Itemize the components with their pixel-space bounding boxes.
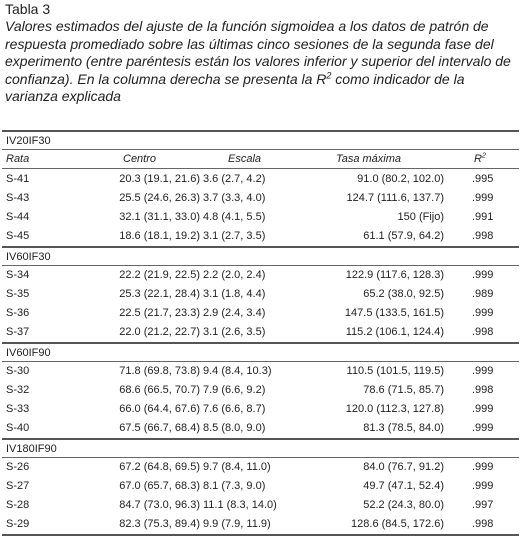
cell-rata: S-40 xyxy=(6,422,30,434)
group-label: IV60IF30 xyxy=(6,251,51,263)
cell-r2: .999 xyxy=(472,307,494,319)
caption-text: Valores estimados del ajuste de la función sigmoidea a los datos de patrón de respuesta promediado sobre las últimas cinco sesiones de la segunda fase del experimento (entre paréntesis están los valores inferior y superior del intervalo de confianza). En la columna derecha se presenta la R xyxy=(5,18,511,87)
header-tasa: Tasa máxima xyxy=(336,153,402,165)
cell-tasa: 120.0 (112.3, 127.8) xyxy=(345,403,444,415)
cell-tasa: 91.0 (80.2, 102.0) xyxy=(357,173,444,185)
cell-rata: S-29 xyxy=(6,518,30,530)
table-row xyxy=(0,227,521,246)
cell-tasa: 61.1 (57.9, 64.2) xyxy=(363,230,444,242)
group-label: IV20IF30 xyxy=(6,135,51,147)
table-row xyxy=(0,304,521,323)
cell-tasa: 65.2 (38.0, 92.5) xyxy=(363,288,444,300)
header-r2-superscript: 2 xyxy=(481,152,486,160)
cell-escala: 11.1 (8.3, 14.0) xyxy=(203,499,277,511)
cell-centro: 66.0 (64.4, 67.6) xyxy=(119,403,200,415)
cell-centro: 32.1 (31.1, 33.0) xyxy=(119,211,200,223)
group-label: IV60IF90 xyxy=(6,347,51,359)
cell-r2: .999 xyxy=(472,365,494,377)
table-row xyxy=(0,515,521,534)
cell-r2: .998 xyxy=(472,384,494,396)
cell-centro: 68.6 (66.5, 70.7) xyxy=(119,384,200,396)
cell-centro: 22.5 (21.7, 23.3) xyxy=(119,307,200,319)
cell-tasa: 122.9 (117.6, 128.3) xyxy=(345,269,444,281)
header-r2: $R^2$ xyxy=(474,152,486,165)
table-row xyxy=(0,170,521,189)
cell-tasa: 128.6 (84.5, 172.6) xyxy=(351,518,444,530)
cell-centro: 25.3 (22.1, 28.4) xyxy=(119,288,200,300)
table-row xyxy=(0,285,521,304)
table-caption xyxy=(5,18,517,106)
cell-r2: .991 xyxy=(472,211,494,223)
cell-r2: .999 xyxy=(472,192,494,204)
cell-tasa: 115.2 (106.1, 124.4) xyxy=(345,326,444,338)
cell-rata: S-26 xyxy=(6,461,30,473)
cell-centro: 20.3 (19.1, 21.6) xyxy=(119,173,200,185)
cell-escala: 4.8 (4.1, 5.5) xyxy=(203,211,266,223)
cell-centro: 22.0 (21.2, 22.7) xyxy=(119,326,200,338)
table-row xyxy=(0,477,521,496)
cell-rata: S-44 xyxy=(6,211,30,223)
cell-r2: .998 xyxy=(472,518,494,530)
cell-escala: 3.1 (2.7, 3.5) xyxy=(203,230,266,242)
header-escala: Escala xyxy=(228,153,262,165)
cell-escala: 3.1 (2.6, 3.5) xyxy=(203,326,266,338)
cell-rata: S-35 xyxy=(6,288,30,300)
cell-escala: 2.2 (2.0, 2.4) xyxy=(203,269,266,281)
group-label: IV180IF90 xyxy=(6,443,57,455)
cell-centro: 18.6 (18.1, 19.2) xyxy=(119,230,200,242)
cell-tasa: 150 (Fijo) xyxy=(397,211,444,223)
table-row xyxy=(0,208,521,227)
header-bottom-rule xyxy=(2,168,519,169)
cell-rata: S-41 xyxy=(6,173,30,185)
table-row xyxy=(0,400,521,419)
caption-superscript: 2 xyxy=(326,70,332,81)
table-row xyxy=(0,189,521,208)
cell-rata: S-28 xyxy=(6,499,30,511)
table-row xyxy=(0,419,521,438)
table-title: Tabla 3 xyxy=(5,1,51,17)
cell-escala: 8.1 (7.3, 9.0) xyxy=(203,480,266,492)
table-row xyxy=(0,381,521,400)
cell-escala: 3.6 (2.7, 4.2) xyxy=(203,173,266,185)
cell-escala: 7.6 (6.6, 8.7) xyxy=(203,403,266,415)
cell-escala: 3.7 (3.3, 4.0) xyxy=(203,192,266,204)
table-row xyxy=(0,323,521,342)
cell-rata: S-37 xyxy=(6,326,30,338)
cell-r2: .998 xyxy=(472,230,494,242)
cell-rata: S-27 xyxy=(6,480,30,492)
cell-r2: .995 xyxy=(472,173,494,185)
cell-escala: 9.9 (7.9, 11.9) xyxy=(203,518,271,530)
cell-centro: 67.5 (66.7, 68.4) xyxy=(119,422,200,434)
cell-tasa: 124.7 (111.6, 137.7) xyxy=(346,192,444,204)
cell-r2: .999 xyxy=(472,480,494,492)
header-centro: Centro xyxy=(123,153,157,165)
cell-r2: .997 xyxy=(472,499,494,511)
cell-rata: S-43 xyxy=(6,192,30,204)
table-row xyxy=(0,458,521,477)
cell-r2: .998 xyxy=(472,326,494,338)
cell-r2: .999 xyxy=(472,403,494,415)
caption-text-end: como indicador de la varianza explicada xyxy=(5,70,465,105)
cell-centro: 67.2 (64.8, 69.5) xyxy=(119,461,200,473)
table-row xyxy=(0,362,521,381)
cell-rata: S-30 xyxy=(6,365,30,377)
cell-tasa: 84.0 (76.7, 91.2) xyxy=(363,461,444,473)
cell-escala: 7.9 (6.6, 9.2) xyxy=(203,384,266,396)
cell-tasa: 110.5 (101.5, 119.5) xyxy=(346,365,444,377)
cell-rata: S-36 xyxy=(6,307,30,319)
cell-rata: S-45 xyxy=(6,230,30,242)
cell-rata: S-33 xyxy=(6,403,30,415)
cell-rata: S-32 xyxy=(6,384,30,396)
cell-tasa: 49.7 (47.1, 52.4) xyxy=(363,480,444,492)
cell-tasa: 52.2 (24.3, 80.0) xyxy=(363,499,444,511)
cell-escala: 8.5 (8.0, 9.0) xyxy=(203,422,266,434)
cell-r2: .999 xyxy=(472,269,494,281)
cell-tasa: 78.6 (71.5, 85.7) xyxy=(363,384,444,396)
cell-escala: 3.1 (1.8, 4.4) xyxy=(203,288,266,300)
cell-escala: 2.9 (2.4, 3.4) xyxy=(203,307,266,319)
cell-tasa: 147.5 (133.5, 161.5) xyxy=(344,307,444,319)
cell-r2: .999 xyxy=(472,422,494,434)
cell-escala: 9.7 (8.4, 11.0) xyxy=(203,461,271,473)
cell-rata: S-34 xyxy=(6,269,30,281)
cell-r2: .999 xyxy=(472,461,494,473)
cell-escala: 9.4 (8.4, 10.3) xyxy=(203,365,272,377)
cell-centro: 71.8 (69.8, 73.8) xyxy=(119,365,200,377)
cell-r2: .989 xyxy=(472,288,494,300)
cell-centro: 67.0 (65.7, 68.3) xyxy=(119,480,200,492)
cell-centro: 25.5 (24.6, 26.3) xyxy=(119,192,200,204)
cell-tasa: 81.3 (78.5, 84.0) xyxy=(363,422,444,434)
cell-centro: 22.2 (21.9, 22.5) xyxy=(119,269,200,281)
table-row xyxy=(0,266,521,285)
cell-centro: 84.7 (73.0, 96.3) xyxy=(119,499,200,511)
cell-centro: 82.3 (75.3, 89.4) xyxy=(119,518,200,530)
header-row xyxy=(0,150,521,169)
header-rata: Rata xyxy=(6,153,30,165)
